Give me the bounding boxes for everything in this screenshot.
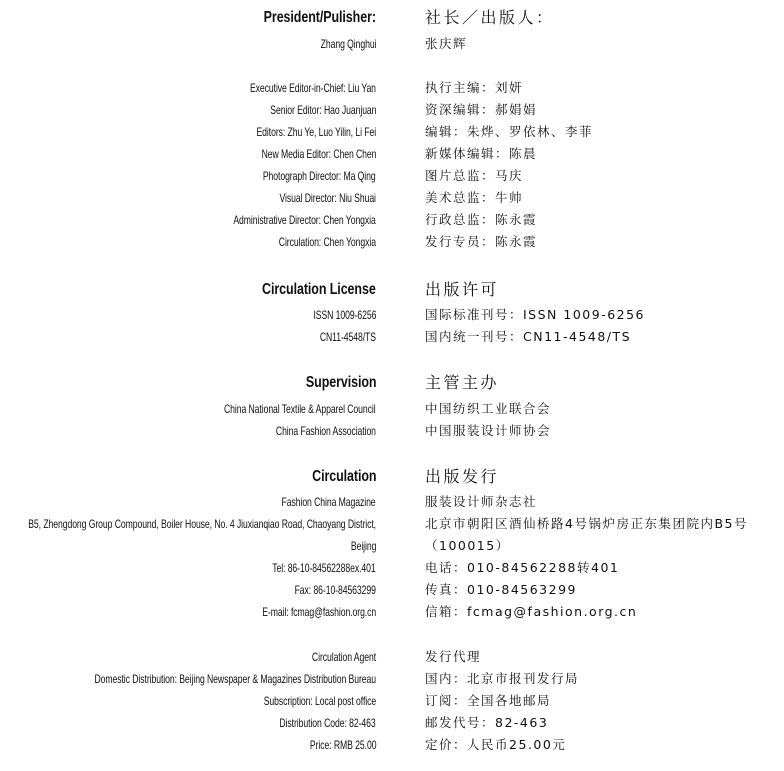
staff-en: Editors: Zhu Ye, Luo Yilin, Li Fei: [256, 125, 376, 139]
address-row: [0, 513, 784, 535]
address-row: [0, 535, 784, 557]
supervision-row: [0, 420, 784, 442]
license-row: [0, 326, 784, 348]
staff-zh: 美术总监：牛帅: [425, 190, 524, 205]
supervision-en: China National Textile & Apparel Council: [224, 402, 376, 416]
tel-zh: 电话：010-84562288转401: [425, 560, 620, 575]
president-name-row: [0, 33, 784, 55]
staff-zh: 行政总监：陈永霞: [425, 212, 538, 227]
supervision-heading-row: [0, 372, 784, 394]
staff-row: [0, 231, 784, 253]
president-heading-row: [0, 7, 784, 29]
staff-en: Photograph Director: Ma Qing: [263, 169, 376, 183]
license-en: CN11-4548/TS: [319, 330, 376, 344]
staff-zh: 资深编辑：郝娟娟: [425, 102, 538, 117]
agent-row: [0, 734, 784, 756]
agent-en: Circulation Agent: [311, 650, 376, 664]
circulation-heading-row: [0, 466, 784, 488]
supervision-zh: 中国服装设计师协会: [425, 423, 552, 438]
agent-row: [0, 712, 784, 734]
address-zh-line-2: （100015）: [425, 538, 510, 553]
agent-en: Distribution Code: 82-463: [279, 716, 376, 730]
staff-row: [0, 165, 784, 187]
supervision-row: [0, 398, 784, 420]
staff-row: [0, 209, 784, 231]
president-name-en: Zhang Qinghui: [320, 37, 376, 51]
agent-en: Domestic Distribution: Beijing Newspaper & Magazines Distribution Bureau: [94, 672, 376, 686]
staff-zh: 发行专员：陈永霞: [425, 234, 538, 249]
president-heading-zh: 社长／出版人：: [425, 8, 555, 27]
circulation-heading-en: Circulation: [311, 468, 376, 485]
address-en-line-2: Beijing: [350, 539, 376, 553]
license-heading-en: Circulation License: [262, 281, 376, 298]
license-heading-row: [0, 279, 784, 301]
agent-zh: 定价：人民币25.00元: [425, 737, 567, 752]
staff-row: [0, 121, 784, 143]
agent-zh: 国内：北京市报刊发行局: [425, 671, 580, 686]
staff-zh: 新媒体编辑：陈晨: [425, 146, 538, 161]
email-en: E-mail: fcmag@fashion.org.cn: [262, 605, 376, 619]
license-zh: 国际标准刊号：ISSN 1009-6256: [425, 307, 646, 322]
supervision-en: China Fashion Association: [275, 424, 376, 438]
email-zh: 信箱：fcmag@fashion.org.cn: [425, 604, 638, 619]
staff-row: [0, 99, 784, 121]
agent-zh: 邮发代号：82-463: [425, 715, 549, 730]
staff-en: Visual Director: Niu Shuai: [279, 191, 376, 205]
tel-en: Tel: 86-10-84562288ex.401: [272, 561, 376, 575]
staff-en: Circulation: Chen Yongxia: [278, 235, 376, 249]
license-zh: 国内统一刊号：CN11-4548/TS: [425, 329, 632, 344]
president-heading-en: President/Pulisher:: [263, 9, 376, 26]
publisher-zh: 服装设计师杂志社: [425, 494, 538, 509]
supervision-zh: 中国纺织工业联合会: [425, 401, 552, 416]
staff-en: Executive Editor-in-Chief: Liu Yan: [250, 81, 376, 95]
staff-en: Senior Editor: Hao Juanjuan: [269, 103, 376, 117]
license-row: [0, 304, 784, 326]
agent-zh: 发行代理: [425, 649, 482, 664]
supervision-heading-zh: 主管主办: [425, 373, 500, 392]
staff-zh: 图片总监：马庆: [425, 168, 524, 183]
agent-row: [0, 646, 784, 668]
publisher-row: [0, 491, 784, 513]
fax-row: [0, 579, 784, 601]
license-en: ISSN 1009-6256: [313, 308, 376, 322]
staff-row: [0, 187, 784, 209]
staff-row: [0, 77, 784, 99]
address-zh-line-1: 北京市朝阳区酒仙桥路4号锅炉房正东集团院内B5号: [425, 516, 748, 531]
license-heading-zh: 出版许可: [425, 280, 500, 299]
agent-zh: 订阅：全国各地邮局: [425, 693, 552, 708]
email-row: [0, 601, 784, 623]
publisher-en: Fashion China Magazine: [282, 495, 376, 509]
staff-en: Administrative Director: Chen Yongxia: [233, 213, 376, 227]
president-name-zh: 张庆辉: [425, 36, 468, 51]
agent-row: [0, 668, 784, 690]
agent-en: Subscription: Local post office: [263, 694, 376, 708]
staff-zh: 执行主编：刘妍: [425, 80, 524, 95]
supervision-heading-en: Supervision: [305, 374, 376, 391]
fax-zh: 传真：010-84563299: [425, 582, 577, 597]
address-en-line-1: B5, Zhengdong Group Compound, Boiler House, No. 4 Jiuxianqiao Road, Chaoyang District,: [28, 517, 376, 531]
agent-row: [0, 690, 784, 712]
tel-row: [0, 557, 784, 579]
agent-en: Price: RMB 25.00: [309, 738, 376, 752]
fax-en: Fax: 86-10-84563299: [294, 583, 376, 597]
staff-en: New Media Editor: Chen Chen: [261, 147, 376, 161]
staff-zh: 编辑：朱烨、罗依林、李菲: [425, 124, 594, 139]
staff-row: [0, 143, 784, 165]
circulation-heading-zh: 出版发行: [425, 467, 500, 486]
